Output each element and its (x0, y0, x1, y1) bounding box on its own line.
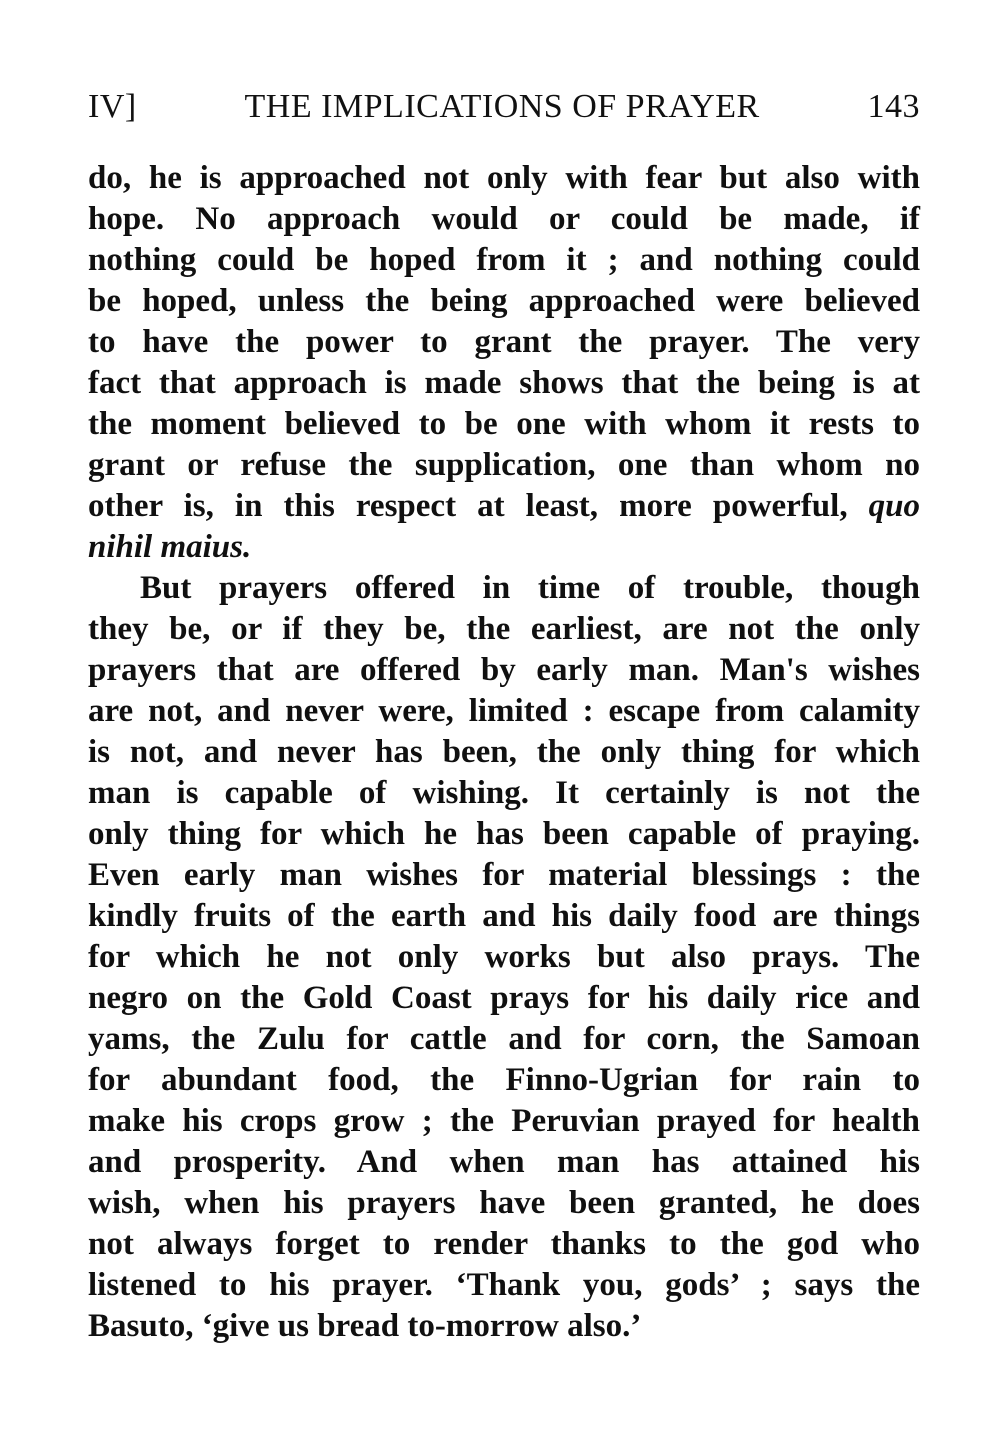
text-line: is not, and never has been, the only thing for which (88, 734, 920, 770)
text-line: negro on the Gold Coast prays for his daily rice and (88, 980, 920, 1016)
running-header (88, 88, 920, 128)
text-line: do, he is approached not only with fear but also with (88, 160, 920, 196)
page-number: 143 (867, 88, 920, 125)
text-line: not always forget to render thanks to the god who (88, 1226, 920, 1262)
text-line: hope. No approach would or could be made, if (88, 201, 920, 237)
text-line: be hoped, unless the being approached were believed (88, 283, 920, 319)
text-line: only thing for which he has been capable of praying. (88, 816, 920, 852)
latin-phrase: quo (868, 488, 921, 524)
text-line: prayers that are offered by early man. Man's wishes (88, 652, 920, 688)
text-line: yams, the Zulu for cattle and for corn, the Samoan (88, 1021, 920, 1057)
paragraph-2 (88, 568, 920, 1347)
text-line-with-latin (88, 486, 920, 527)
text-line: wish, when his prayers have been granted, he does (88, 1185, 920, 1221)
paragraph-1 (88, 158, 920, 568)
latin-phrase: nihil maius. (88, 529, 252, 565)
text-line: grant or refuse the supplication, one than whom no (88, 447, 920, 483)
text-line: Basuto, ‘give us bread to-morrow also.’ (88, 1308, 642, 1344)
running-title: THE IMPLICATIONS OF PRAYER (244, 88, 760, 125)
text-line: are not, and never were, limited : escape from calamity (88, 693, 920, 729)
text-line: man is capable of wishing. It certainly is not the (88, 775, 920, 811)
text-line: to have the power to grant the prayer. The very (88, 324, 920, 360)
text-line: listened to his prayer. ‘Thank you, gods’ ; says the (88, 1267, 920, 1303)
body-text (88, 158, 920, 1347)
text-segment: other is, in this respect at least, more powerful, (88, 488, 848, 524)
text-line: But prayers offered in time of trouble, though (140, 570, 920, 606)
text-line: and prosperity. And when man has attained his (88, 1144, 920, 1180)
text-line: make his crops grow ; the Peruvian prayed for health (88, 1103, 920, 1139)
text-line: fact that approach is made shows that the being is at (88, 365, 920, 401)
text-line: the moment believed to be one with whom it rests to (88, 406, 920, 442)
text-line: Even early man wishes for material blessings : the (88, 857, 920, 893)
text-line: nothing could be hoped from it ; and nothing could (88, 242, 920, 278)
text-line: for which he not only works but also prays. The (88, 939, 920, 975)
text-line-latin (88, 527, 920, 568)
text-line: kindly fruits of the earth and his daily food are things (88, 898, 920, 934)
text-line: for abundant food, the Finno-Ugrian for rain to (88, 1062, 920, 1098)
text-line: they be, or if they be, the earliest, are not the only (88, 611, 920, 647)
chapter-marker: IV] (88, 88, 137, 125)
